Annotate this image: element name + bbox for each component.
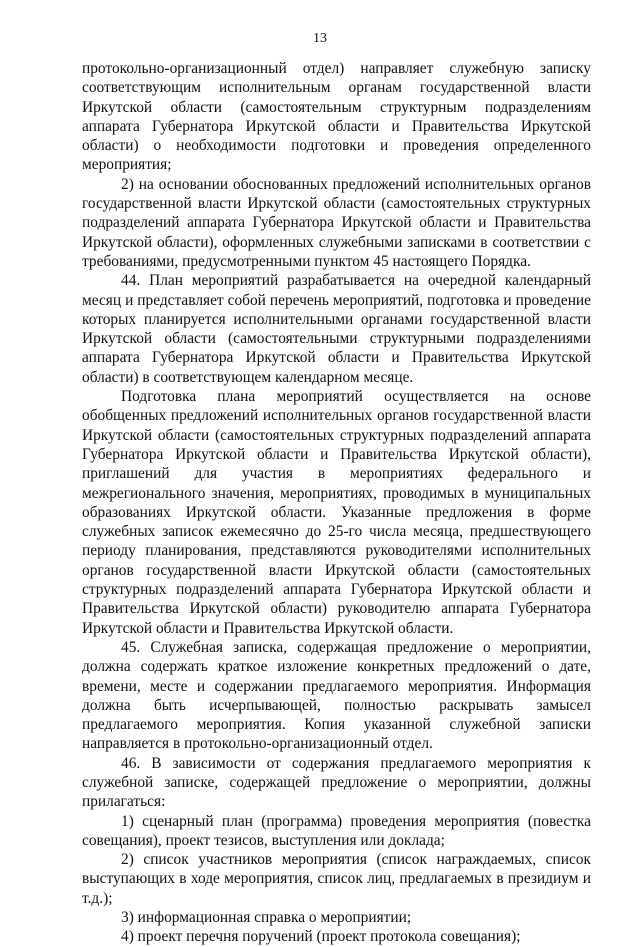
- document-body: [82, 59, 591, 947]
- paragraph-46-item-2: 2) список участников мероприятия (список награждаемых, список выступающих в ходе мероприятия, список лиц, предлагаемых в президиум и т.д.);: [82, 851, 591, 907]
- paragraph-46-item-4: 4) проект перечня поручений (проект протокола совещания);: [121, 928, 521, 946]
- paragraph-46: 46. В зависимости от содержания предлагаемого мероприятия к служебной записке, содержащей предложение о мероприятии, должны прилагаться:: [82, 754, 591, 811]
- paragraph-44-preparation: Подготовка плана мероприятий осуществляется на основе обобщенных предложений исполнительных органов государственной власти Иркутской области (самостоятельных структурных подразделений аппарата Губернатора Иркутской области и Правительства Иркутской области), приглашений для участия в мероприятиях федерального и межрегионального значения, мероприятиях, проводимых в муниципальных образованиях Иркутской области. Указанные предложения в форме служебных записок ежемесячно до 25-го числа месяца, предшествующего периоду планирования, представляются руководителями исполнительных органов государственной власти Иркутской области (самостоятельных структурных подразделений аппарата Губернатора Иркутской области и Правительства Иркутской области) руководителю аппарата Губернатора Иркутской области и Правительства Иркутской области.: [82, 388, 591, 637]
- paragraph-46-item-3: 3) информационная справка о мероприятии;: [121, 909, 412, 927]
- paragraph-45: 45. Служебная записка, содержащая предложение о мероприятии, должна содержать краткое изложение конкретных предложений о дате, времени, месте и содержании предлагаемого мероприятия. Информация должна быть исчерпывающей, полностью раскрывать замысел предлагаемого мероприятия. Копия указанной служебной записки направляется в протокольно-организационный отдел.: [82, 638, 591, 753]
- paragraph-44: 44. План мероприятий разрабатывается на очередной календарный месяц и представляет собой перечень мероприятий, подготовка и проведение которых планируется исполнительными органами государственной власти Иркутской области (самостоятельными структурными подразделениями аппарата Губернатора Иркутской области и Правительства Иркутской области) в соответствующем календарном месяце.: [82, 272, 591, 386]
- page-number: 13: [313, 31, 327, 46]
- paragraph-item-2: 2) на основании обоснованных предложений исполнительных органов государственной власти Иркутской области (самостоятельных структурных подразделений аппарата Губернатора Иркутской области и Правительства Иркутской области), оформленных служебными записками в соответствии с требованиями, предусмотренными пунктом 45 настоящего Порядка.: [82, 175, 591, 270]
- paragraph-46-item-1: 1) сценарный план (программа) проведения мероприятия (повестка совещания), проект тезисов, выступления или доклада;: [82, 812, 591, 849]
- paragraph-continuation: протокольно-организационный отдел) направляет служебную записку соответствующим исполнительным органам государственной власти Иркутской области (самостоятельным структурным подразделениям аппарата Губернатора Иркутской области и Правительства Иркутской области) о необходимости подготовки и проведения определенного мероприятия;: [82, 60, 591, 174]
